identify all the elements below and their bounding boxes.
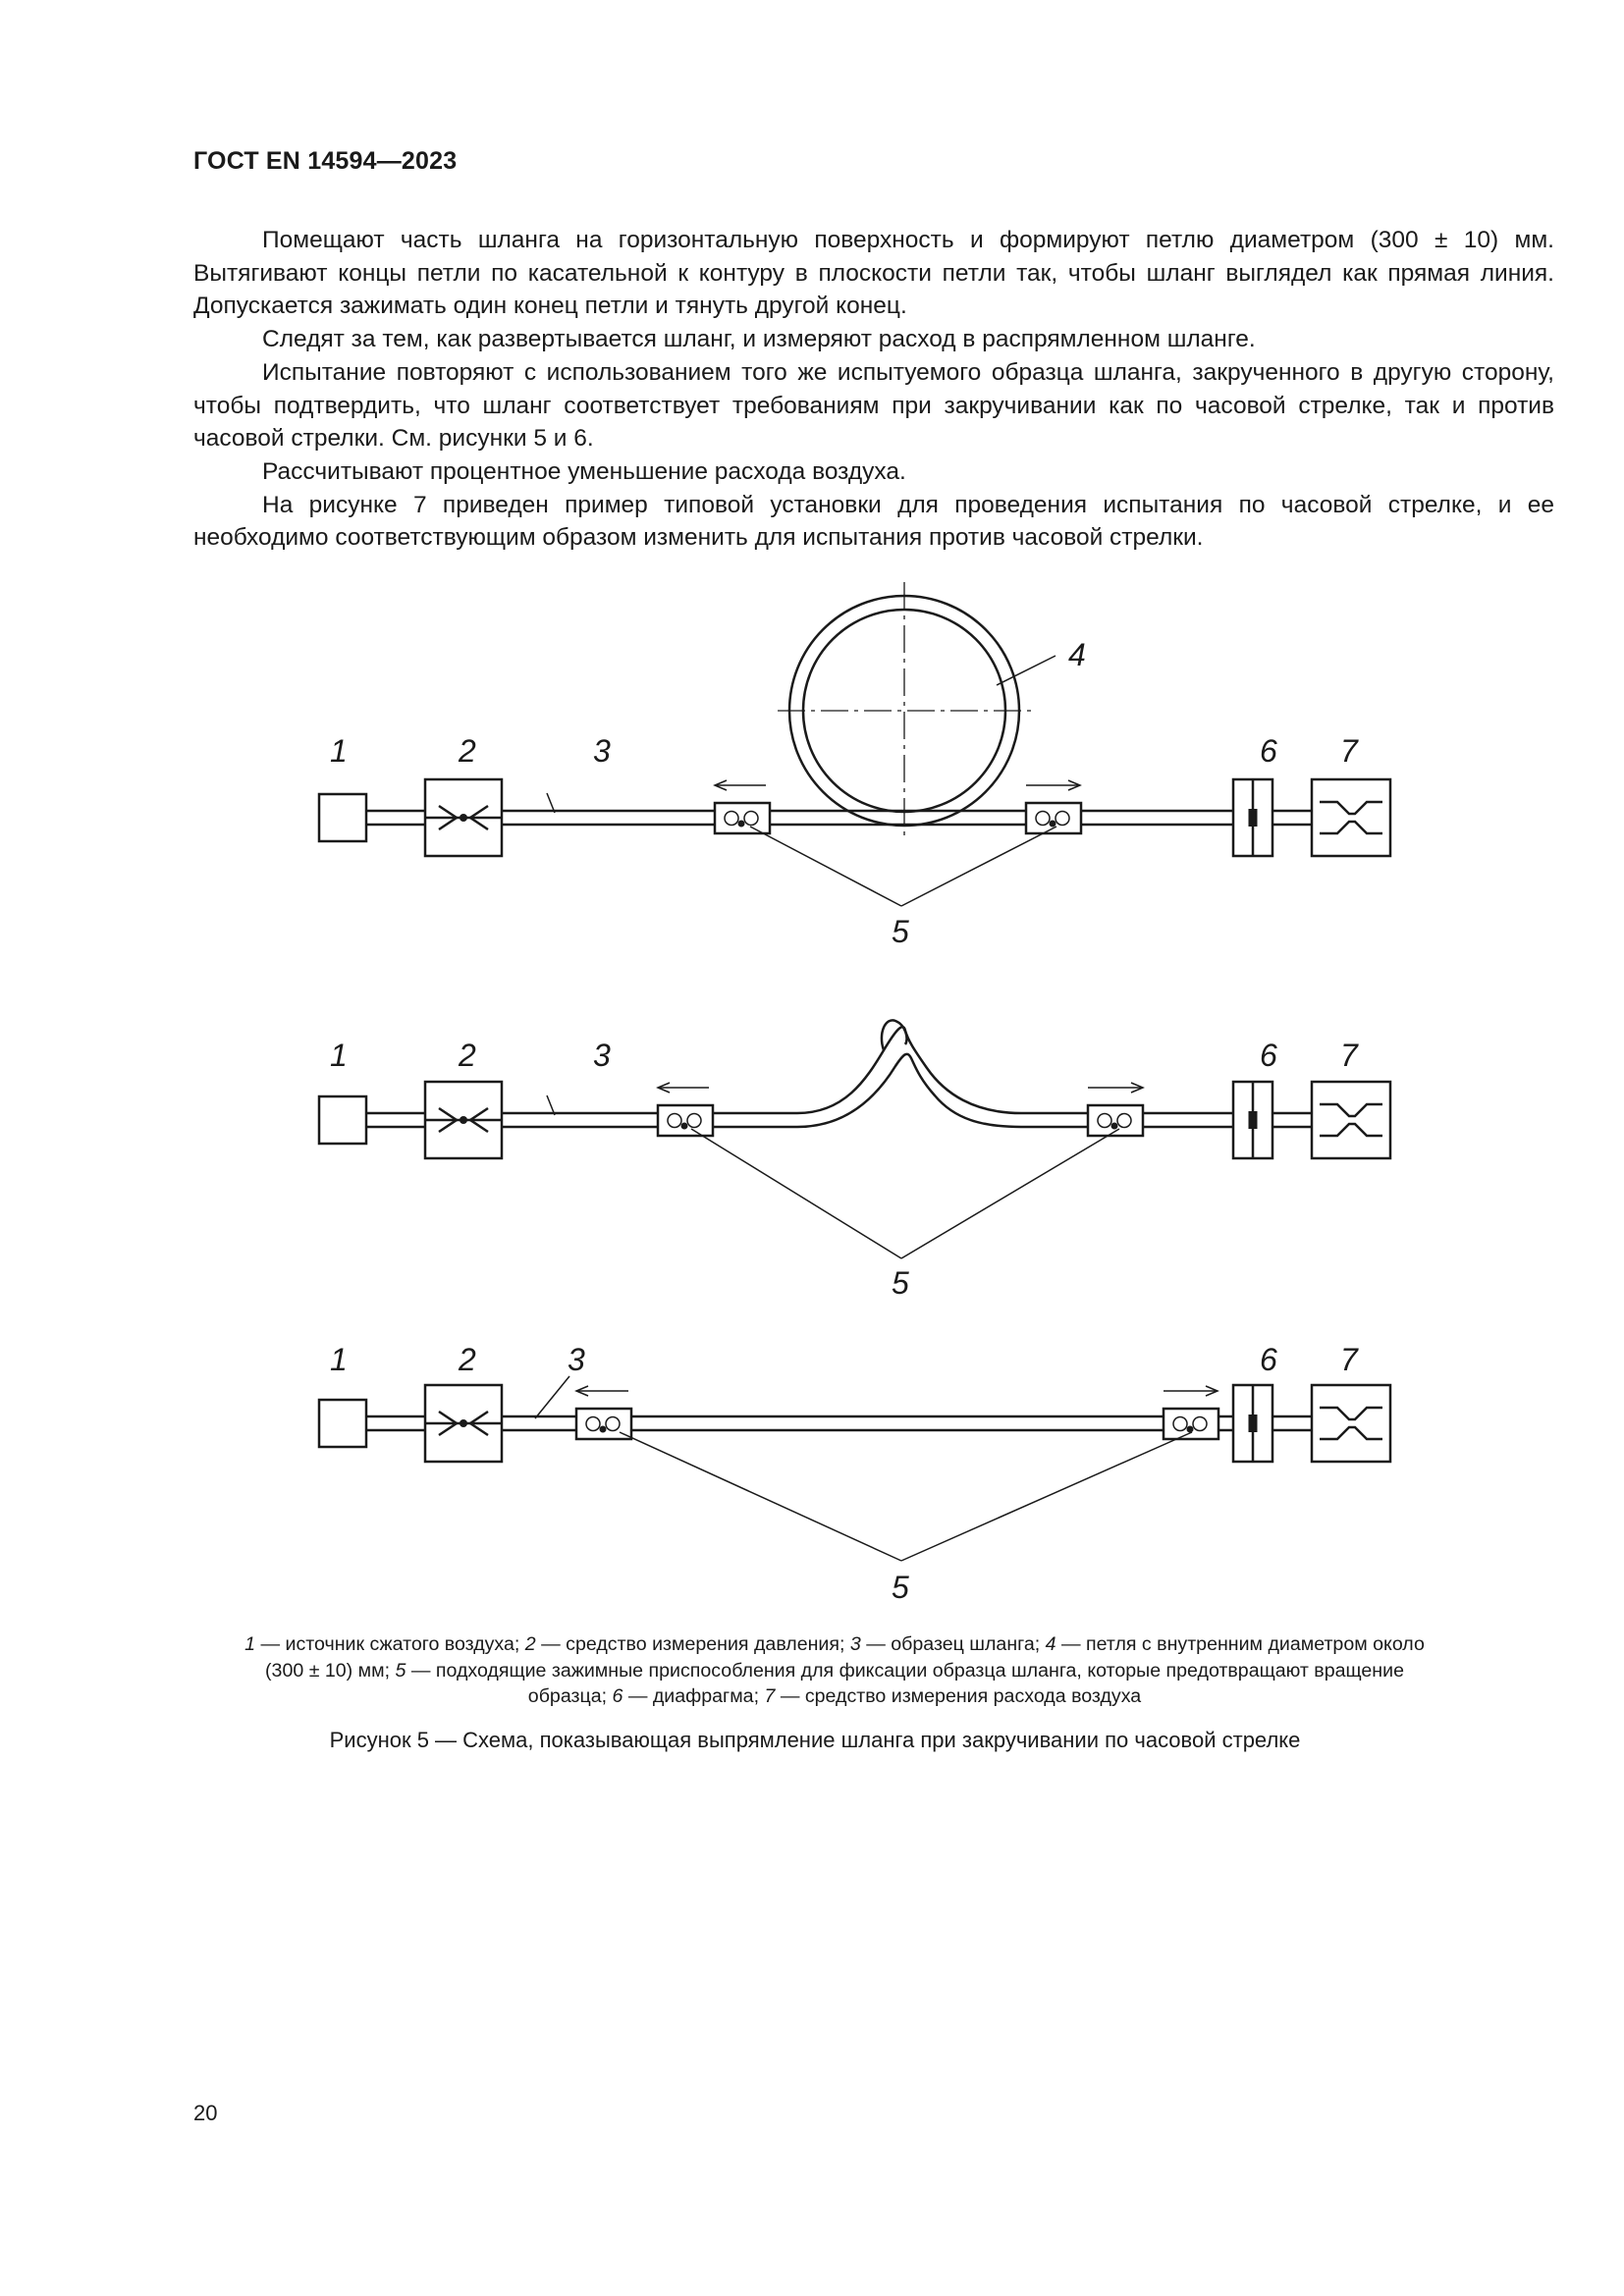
label-7: 7 [1340, 1342, 1358, 1377]
legend-num: 1 [244, 1633, 256, 1655]
label-2: 2 [459, 733, 476, 769]
paragraph: На рисунке 7 приведен пример типовой установки для проведения испытания по часовой стрелке, и ее необходимо соответствующим образом изменить для испытания против часовой стрелки. [193, 491, 1554, 552]
label-1: 1 [330, 1342, 348, 1377]
orifice-block [1233, 779, 1272, 856]
label-4: 4 [1068, 637, 1086, 672]
label-3: 3 [593, 733, 611, 769]
label-3: 3 [593, 1038, 611, 1073]
legend-text: — диафрагма; [623, 1685, 765, 1708]
clamp-right [1164, 1409, 1218, 1439]
legend-num: 3 [849, 1633, 861, 1655]
paragraph: Следят за тем, как развертывается шланг, и измеряют расход в распрямленном шланге. [262, 326, 1256, 353]
diagram-straight [319, 1342, 1390, 1605]
legend-text: — петля с внутренним диаметром около (300 ± 10) мм; [265, 1633, 1425, 1682]
pressure-gauge-block [425, 1082, 502, 1158]
flow-meter-block [1312, 1385, 1390, 1462]
label-5: 5 [892, 914, 909, 949]
label-3: 3 [568, 1342, 585, 1377]
figure-5-diagram [0, 550, 1624, 1629]
body-text [193, 224, 1554, 555]
legend-num: 7 [764, 1685, 776, 1708]
label-6: 6 [1260, 1342, 1277, 1377]
paragraph: Помещают часть шланга на горизонтальную поверхность и формируют петлю диаметром (300 ± 10) мм. Вытягивают концы петли по касательной к контуру в плоскости петли так, чтобы шланг выглядел как прямая линия. Допускается зажимать один конец петли и тянуть другой конец. [193, 227, 1554, 320]
paragraph: Испытание повторяют с использованием того же испытуемого образца шланга, закрученного в другую сторону, чтобы подтвердить, что шланг соответствует требованиям при закручивании как по часовой стрелке, так и против часовой стрелки. См. рисунки 5 и 6. [193, 358, 1554, 453]
label-7: 7 [1340, 1038, 1358, 1073]
clamp-left [715, 803, 770, 833]
label-2: 2 [459, 1038, 476, 1073]
orifice-block [1233, 1082, 1272, 1158]
figure-legend [236, 1631, 1434, 1710]
clamp-left [658, 1105, 713, 1136]
label-5: 5 [892, 1570, 909, 1605]
air-source-block [319, 794, 366, 841]
orifice-block [1233, 1385, 1272, 1462]
legend-num: 6 [612, 1685, 623, 1708]
document-header: ГОСТ EN 14594—2023 [193, 147, 458, 175]
pressure-gauge-block [425, 779, 502, 856]
label-5: 5 [892, 1265, 909, 1301]
legend-text: — подходящие зажимные приспособления для фиксации образца шланга, которые предотвращают вращение образца; [406, 1659, 1404, 1708]
legend-text: — средство измерения давления; [535, 1633, 850, 1655]
legend-text: — образец шланга; [860, 1633, 1046, 1655]
flow-meter-block [1312, 1082, 1390, 1158]
legend-num: 2 [524, 1633, 536, 1655]
legend-num: 4 [1045, 1633, 1056, 1655]
label-6: 6 [1260, 1038, 1277, 1073]
pressure-gauge-block [425, 1385, 502, 1462]
label-1: 1 [330, 1038, 348, 1073]
paragraph: Рассчитывают процентное уменьшение расхода воздуха. [262, 457, 906, 485]
legend-text: — средство измерения расхода воздуха [775, 1685, 1142, 1708]
air-source-block [319, 1400, 366, 1447]
label-2: 2 [459, 1342, 476, 1377]
label-1: 1 [330, 733, 348, 769]
legend-num: 5 [395, 1659, 406, 1682]
page-number: 20 [193, 2101, 218, 2125]
figure-caption: Рисунок 5 — Схема, показывающая выпрямление шланга при закручивании по часовой стрелке [329, 1728, 1301, 1752]
flow-meter-block [1312, 779, 1390, 856]
legend-text: — источник сжатого воздуха; [255, 1633, 525, 1655]
diagram-loop [319, 582, 1390, 949]
label-7: 7 [1340, 733, 1358, 769]
diagram-partial [319, 1020, 1390, 1301]
label-6: 6 [1260, 733, 1277, 769]
air-source-block [319, 1096, 366, 1144]
